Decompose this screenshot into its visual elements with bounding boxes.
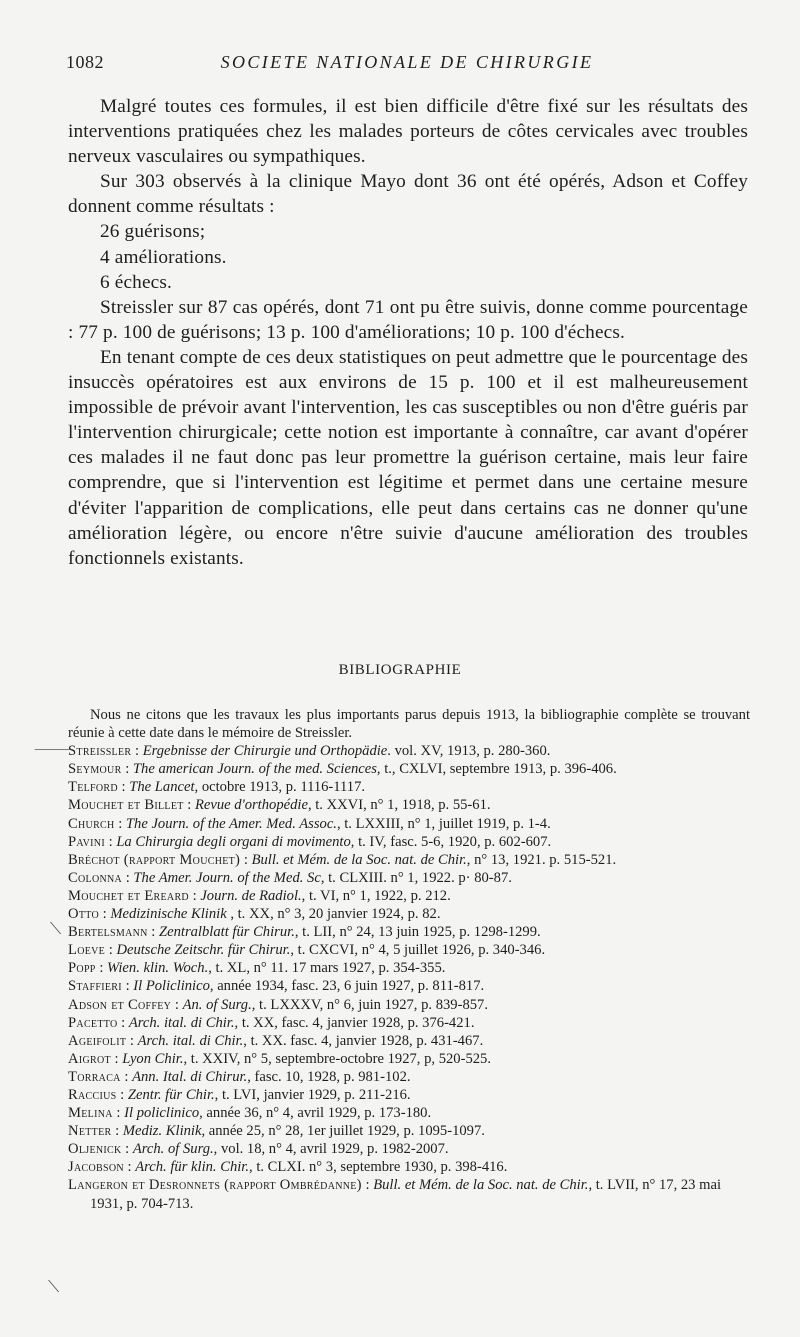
entry-separator: : [111, 1123, 123, 1140]
entry-separator: : [183, 797, 195, 814]
bibliography-entry [68, 796, 750, 814]
entry-details: , t. XX, fasc. 4, janvier 1928, p. 376-421. [234, 1014, 475, 1031]
entry-journal: Arch. of Surg. [132, 1141, 214, 1158]
running-title: SOCIETE NATIONALE DE CHIRURGIE [220, 52, 594, 72]
bibliography-entry [68, 1086, 750, 1104]
entry-details: , t. VI, n° 1, 1922, p. 212. [301, 887, 451, 904]
entry-separator: : [131, 743, 143, 760]
bibliography-intro: Nous ne citons que les travaux les plus importants parus depuis 1913, la bibliographie complète se trouvant réunie à cette date dans le mémoire de Streissler. [68, 707, 750, 742]
entry-author: Church [68, 815, 115, 832]
paragraph-1: Malgré toutes ces formules, il est bien difficile d'être fixé sur les résultats des interventions pratiquées chez les malades porteurs de côtes cervicales avec troubles nerveux vasculaires ou sympathiques. [68, 96, 748, 168]
bibliography-entry [68, 1014, 750, 1032]
entry-journal: An. of Surg. [182, 996, 252, 1013]
bibliography-entry [68, 959, 750, 977]
entry-separator: : [117, 779, 130, 796]
entry-author: Oljenick [68, 1141, 122, 1158]
entry-author: Colonna [68, 869, 123, 886]
paragraph-4: En tenant compte de ces deux statistiques on peut admettre que le pourcentage des insuccès opératoires est aux environs de 15 p. 100 et il est malheureusement impossible de prévoir avant l'intervention, les cas susceptibles ou non d'être guéris par l'intervention chirurgicale; cette notion est importante à connaître, car avant d'opérer ces malades il ne faut donc pas leur promettre la guérison certaine, mais leur faire comprendre, que si l'intervention est légitime et permet dans une certaine mesure d'éviter l'apparition de complications, elle peut dans certains cas ne donner qu'une amélioration légère, ou encore n'être suivie d'aucune amélioration des troubles fonctionnels existants. [68, 346, 748, 569]
entry-separator: : [121, 761, 133, 778]
entry-separator: : [120, 1068, 133, 1085]
main-text [68, 94, 748, 571]
entry-separator: : [171, 996, 183, 1013]
entry-separator: : [105, 942, 117, 959]
entry-journal: Bull. et Mém. de la Soc. nat. de Chir. [373, 1177, 589, 1194]
bibliography-entry [68, 1140, 750, 1158]
entry-journal: Ann. Ital. di Chirur. [132, 1068, 248, 1085]
entry-journal: The Amer. Journ. of the Med. Sc [133, 869, 321, 886]
entry-details: , t. XL, n° 11. 17 mars 1927, p. 354-355. [208, 960, 446, 977]
entry-journal: The Lancet [129, 779, 195, 796]
bibliography-entry [68, 1122, 750, 1140]
entry-details: , vol. 18, n° 4, avril 1929, p. 1982-2007. [213, 1141, 449, 1158]
entry-separator: : [126, 1032, 138, 1049]
entry-author: Bertelsmann [68, 924, 148, 941]
entry-details: , octobre 1913, p. 1116-1117. [194, 779, 366, 796]
entry-separator: : [114, 815, 126, 832]
entry-author: Popp [68, 960, 96, 977]
entry-journal: Bull. et Mém. de la Soc. nat. de Chir. [251, 851, 467, 868]
entry-separator: : [361, 1177, 374, 1194]
entry-details: , t. XX. fasc. 4, janvier 1928, p. 431-467. [243, 1032, 484, 1049]
entry-author: Streissler [68, 743, 132, 760]
entry-separator: : [121, 1141, 133, 1158]
entry-author: Netter [68, 1123, 112, 1140]
entry-journal: The Journ. of the Amer. Med. Assoc. [125, 815, 337, 832]
entry-journal: Il policlinico [124, 1105, 200, 1122]
entry-details: , t. IV, fasc. 5-6, 1920, p. 602-607. [350, 833, 552, 850]
entry-details: , t. XXVI, n° 1, 1918, p. 55-61. [307, 797, 491, 814]
entry-author: Pavini [68, 833, 105, 850]
entry-journal: Arch. für klin. Chir. [135, 1159, 250, 1176]
entry-separator: : [112, 1105, 125, 1122]
entry-journal: Zentralblatt für Chirur. [159, 924, 295, 941]
entry-author: Langeron et Desronnets (rapport Ombrédanne) [68, 1177, 362, 1194]
entry-journal: Il Policlinico [133, 978, 210, 995]
entry-journal: Arch. ital. di Chir. [128, 1014, 235, 1031]
result-item: 6 échecs. [100, 271, 173, 293]
bibliography-entry [68, 778, 750, 796]
entry-separator: : [104, 833, 117, 850]
entry-journal: Arch. ital. di Chir. [137, 1032, 244, 1049]
entry-author: Melina [68, 1105, 113, 1122]
paragraph-3: Streissler sur 87 cas opérés, dont 71 ont pu être suivis, donne comme pourcentage : 77 p. 100 de guérisons; 13 p. 100 d'améliorations; 10 p. 100 d'échecs. [68, 296, 748, 343]
bibliography-entry [68, 941, 750, 959]
bibliography-entry [68, 742, 750, 760]
bibliography-entries [68, 742, 750, 1212]
bibliography-entry [68, 1032, 750, 1050]
entry-separator: : [240, 851, 252, 868]
pencil-mark-icon: ⟍ [48, 1279, 60, 1296]
entry-author: Telford [68, 779, 118, 796]
entry-journal: Wien. klin. Woch. [107, 960, 209, 977]
page-number: 1082 [66, 52, 104, 72]
bibliography-entry [68, 905, 750, 923]
entry-journal: Deutsche Zeitschr. für Chirur. [116, 942, 291, 959]
entry-details: , t. CLXIII. n° 1, 1922. p· 80-87. [320, 869, 512, 886]
entry-separator: : [95, 960, 108, 977]
entry-details: , année 1934, fasc. 23, 6 juin 1927, p. 811-817. [209, 978, 485, 995]
bibliography-entry [68, 1158, 750, 1176]
entry-author: Seymour [68, 761, 122, 778]
bibliography-entry [68, 1050, 750, 1068]
entry-details: , n° 13, 1921. p. 515-521. [466, 851, 617, 868]
entry-journal: The american Journ. of the med. Sciences [132, 761, 377, 778]
bibliography-entry [68, 1104, 750, 1122]
entry-author: Loeve [68, 942, 106, 959]
entry-details: , année 25, n° 28, 1er juillet 1929, p. 1095-1097. [201, 1123, 485, 1140]
bibliography-entry [68, 869, 750, 887]
pencil-mark-icon: ⸻ [34, 741, 74, 758]
entry-separator: : [188, 887, 201, 904]
bibliography-entry [68, 923, 750, 941]
entry-separator: : [117, 1014, 129, 1031]
entry-author: Raccius [68, 1086, 117, 1103]
entry-journal: La Chirurgia degli organi di movimento [116, 833, 351, 850]
bibliography-entry [68, 887, 750, 905]
bibliography-entry [68, 977, 750, 995]
bibliography-title: BIBLIOGRAPHIE [338, 662, 462, 678]
entry-details: , fasc. 10, 1928, p. 981-102. [247, 1068, 411, 1085]
entry-author: Aigrot [68, 1050, 111, 1067]
entry-separator: : [110, 1050, 123, 1067]
paragraph-2: Sur 303 observés à la clinique Mayo dont 36 ont été opérés, Adson et Coffey donnent comme résultats : [68, 171, 748, 218]
result-item: 26 guérisons; [100, 221, 206, 243]
bibliography-entry [68, 815, 750, 833]
entry-journal: Lyon Chir. [122, 1050, 184, 1067]
entry-details: , t., CXLVI, septembre 1913, p. 396-406. [376, 761, 617, 778]
entry-details: , t. LII, n° 24, 13 juin 1925, p. 1298-1299. [294, 924, 541, 941]
bibliography-entry [68, 760, 750, 778]
bibliography [68, 706, 750, 1213]
bibliography-entry [68, 996, 750, 1014]
entry-details: , t. LXXXV, n° 6, juin 1927, p. 839-857. [251, 996, 488, 1013]
entry-details: , t. LXXIII, n° 1, juillet 1919, p. 1-4. [336, 815, 551, 832]
entry-journal: Medizinische Klinik [110, 906, 227, 923]
entry-author: Jacobson [68, 1159, 124, 1176]
entry-journal: Zentr. für Chir. [127, 1086, 215, 1103]
entry-separator: : [122, 869, 134, 886]
entry-details: . vol. XV, 1913, p. 280-360. [387, 743, 551, 760]
entry-separator: : [116, 1086, 128, 1103]
entry-details: , année 36, n° 4, avril 1929, p. 173-180. [199, 1105, 432, 1122]
pencil-mark-icon: ⟍ [50, 921, 62, 938]
entry-separator: : [121, 978, 134, 995]
entry-separator: : [99, 906, 111, 923]
entry-author: Staffieri [68, 978, 122, 995]
entry-journal: Journ. de Radiol. [200, 887, 302, 904]
entry-author: Adson et Coffey [68, 996, 172, 1013]
entry-author: Mouchet et Ereard [68, 887, 189, 904]
bibliography-entry [68, 1176, 750, 1212]
entry-journal: Revue d'orthopédie [195, 797, 308, 814]
bibliography-entry [68, 1068, 750, 1086]
result-item: 4 améliorations. [100, 246, 227, 268]
entry-journal: Mediz. Klinik [122, 1123, 202, 1140]
entry-author: Bréchot (rapport Mouchet) [68, 851, 241, 868]
entry-separator: : [147, 924, 160, 941]
entry-author: Torraca [68, 1068, 121, 1085]
bibliography-entry [68, 851, 750, 869]
entry-details: , t. CXCVI, n° 4, 5 juillet 1926, p. 340-346. [290, 942, 546, 959]
entry-details: , t. XX, n° 3, 20 janvier 1924, p. 82. [226, 906, 441, 923]
entry-author: Ageifolit [68, 1032, 127, 1049]
entry-author: Mouchet et Billet [68, 797, 184, 814]
entry-details: , t. CLXI. n° 3, septembre 1930, p. 398-416. [249, 1159, 508, 1176]
entry-journal: Ergebnisse der Chirurgie und Orthopädie [142, 743, 388, 760]
entry-separator: : [123, 1159, 136, 1176]
page-header [66, 52, 748, 76]
entry-details: , t. LVI, janvier 1929, p. 211-216. [214, 1086, 411, 1103]
entry-author: Pacetto [68, 1014, 118, 1031]
entry-details: , t. XXIV, n° 5, septembre-octobre 1927, p, 520-525. [183, 1050, 491, 1067]
bibliography-entry [68, 833, 750, 851]
entry-details: , t. LVII, n° 17, 23 mai 1931, p. 704-713. [90, 1177, 722, 1212]
entry-author: Otto [68, 906, 99, 923]
